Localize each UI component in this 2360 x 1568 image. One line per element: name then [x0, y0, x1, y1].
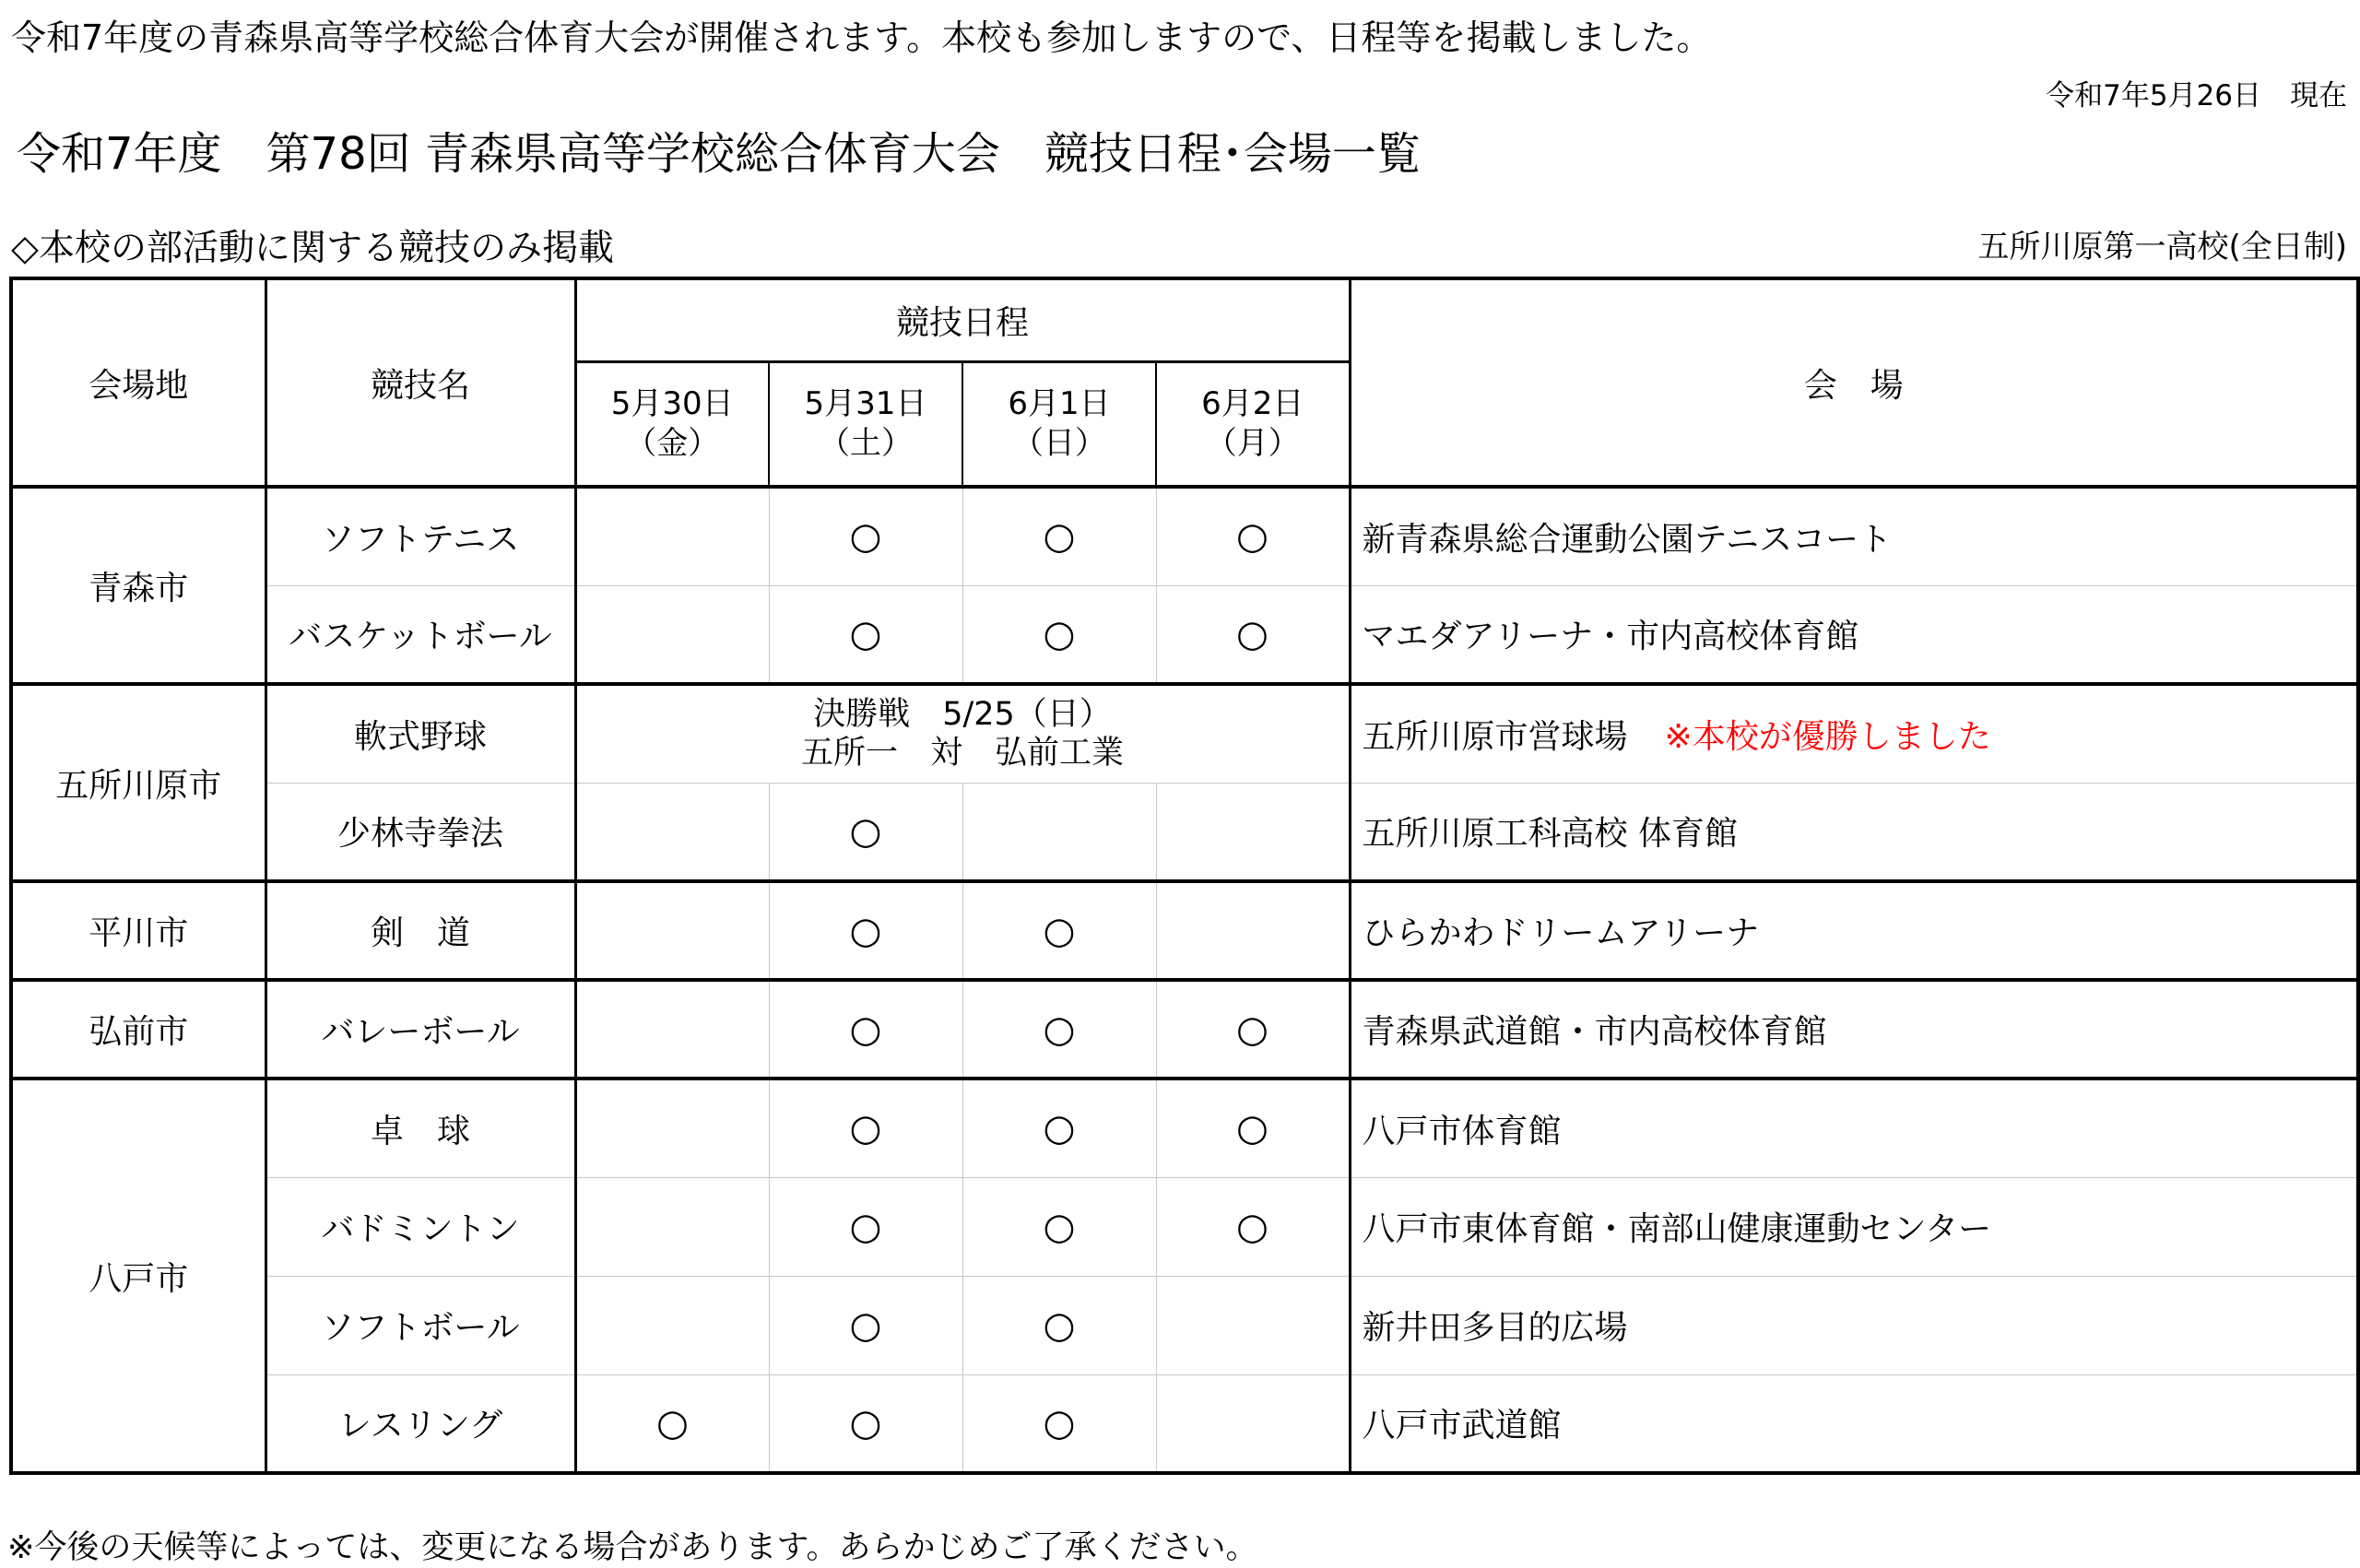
venue-name: 八戸市体育館 [1350, 1079, 2358, 1177]
header-day-2: 5月31日 （土） [769, 361, 962, 487]
day-mark: ○ [769, 487, 962, 585]
day-mark: ○ [962, 487, 1156, 585]
day-mark: ○ [769, 585, 962, 684]
day-mark: ○ [1156, 980, 1350, 1079]
day-mark: ○ [1156, 1079, 1350, 1177]
day-mark [1156, 1374, 1350, 1473]
day-mark: ○ [962, 1276, 1156, 1374]
table-row [11, 1177, 2358, 1276]
city-cell: 弘前市 [11, 980, 266, 1079]
city-cell: 五所川原市 [11, 684, 266, 881]
day-mark [575, 585, 769, 684]
day-mark: ○ [769, 1079, 962, 1177]
schedule-table [9, 277, 2360, 1475]
school-name: 五所川原第一高校(全日制) [1977, 229, 2347, 265]
sport-name: 少林寺拳法 [266, 783, 575, 881]
table-row [11, 1276, 2358, 1374]
day-mark [962, 783, 1156, 881]
scope-note: ◇本校の部活動に関する競技のみ掲載 [11, 228, 614, 269]
venue-name: 五所川原市営球場 ※本校が優勝しました [1350, 684, 2358, 783]
venue-name: マエダアリーナ・市内高校体育館 [1350, 585, 2358, 684]
sport-name: 軟式野球 [266, 684, 575, 783]
venue-name: 八戸市東体育館・南部山健康運動センター [1350, 1177, 2358, 1276]
table-row [11, 881, 2358, 980]
city-cell: 青森市 [11, 487, 266, 684]
winner-note: ※本校が優勝しました [1664, 717, 1991, 756]
header-venue: 会 場 [1350, 278, 2358, 487]
table-row [11, 980, 2358, 1079]
venue-name: 五所川原工科高校 体育館 [1350, 783, 2358, 881]
header-sport: 競技名 [266, 278, 575, 487]
header-city: 会場地 [11, 278, 266, 487]
venue-name: 八戸市武道館 [1350, 1374, 2358, 1473]
day-mark: ○ [575, 1374, 769, 1473]
header-day-1: 5月30日 （金） [575, 361, 769, 487]
day-mark: ○ [769, 783, 962, 881]
final-date: 決勝戦 5/25（日） [813, 696, 1112, 734]
day-mark [575, 980, 769, 1079]
sport-name: バスケットボール [266, 585, 575, 684]
day-mark: ○ [769, 1374, 962, 1473]
day-mark [575, 1177, 769, 1276]
sport-name: ソフトボール [266, 1276, 575, 1374]
intro-text: 令和7年度の青森県高等学校総合体育大会が開催されます。本校も参加しますので、日程等を掲載しました。 [11, 18, 1712, 58]
city-cell: 平川市 [11, 881, 266, 980]
day-mark: ○ [962, 1079, 1156, 1177]
table-row [11, 1374, 2358, 1473]
day-mark [1156, 783, 1350, 881]
venue-name: ひらかわドリームアリーナ [1350, 881, 2358, 980]
day-mark: ○ [1156, 585, 1350, 684]
table-row [11, 1079, 2358, 1177]
day-mark [575, 1079, 769, 1177]
sport-name: ソフトテニス [266, 487, 575, 585]
venue-name: 新青森県総合運動公園テニスコート [1350, 487, 2358, 585]
table-row [11, 585, 2358, 684]
as-of-date: 令和7年5月26日 現在 [2046, 79, 2347, 112]
table-row [11, 684, 2358, 783]
sport-name: レスリング [266, 1374, 575, 1473]
day-mark: ○ [962, 1177, 1156, 1276]
sport-name: バレーボール [266, 980, 575, 1079]
sport-name: 剣 道 [266, 881, 575, 980]
venue-name: 青森県武道館・市内高校体育館 [1350, 980, 2358, 1079]
city-cell: 八戸市 [11, 1079, 266, 1473]
table-row [11, 487, 2358, 585]
final-match-info [575, 684, 1350, 783]
header-day-3: 6月1日 （日） [962, 361, 1156, 487]
day-mark [1156, 881, 1350, 980]
day-mark [575, 881, 769, 980]
sport-name: バドミントン [266, 1177, 575, 1276]
day-mark: ○ [769, 1276, 962, 1374]
day-mark: ○ [769, 1177, 962, 1276]
day-mark [1156, 1276, 1350, 1374]
venue-name: 新井田多目的広場 [1350, 1276, 2358, 1374]
day-mark [575, 487, 769, 585]
footer-note: ※今後の天候等によっては、変更になる場合があります。あらかじめご了承ください。 [7, 1529, 1258, 1566]
page-title: 令和7年度 第78回 青森県高等学校総合体育大会 競技日程･会場一覧 [17, 128, 1421, 180]
day-mark: ○ [769, 881, 962, 980]
day-mark: ○ [1156, 487, 1350, 585]
day-mark: ○ [1156, 1177, 1350, 1276]
day-mark: ○ [962, 980, 1156, 1079]
final-teams: 五所一 対 弘前工業 [801, 735, 1125, 772]
header-day-4: 6月2日 （月） [1156, 361, 1350, 487]
day-mark: ○ [962, 1374, 1156, 1473]
day-mark: ○ [962, 585, 1156, 684]
table-row [11, 783, 2358, 881]
day-mark: ○ [962, 881, 1156, 980]
day-mark [575, 783, 769, 881]
sport-name: 卓 球 [266, 1079, 575, 1177]
day-mark [575, 1276, 769, 1374]
day-mark: ○ [769, 980, 962, 1079]
header-schedule: 競技日程 [575, 278, 1350, 361]
